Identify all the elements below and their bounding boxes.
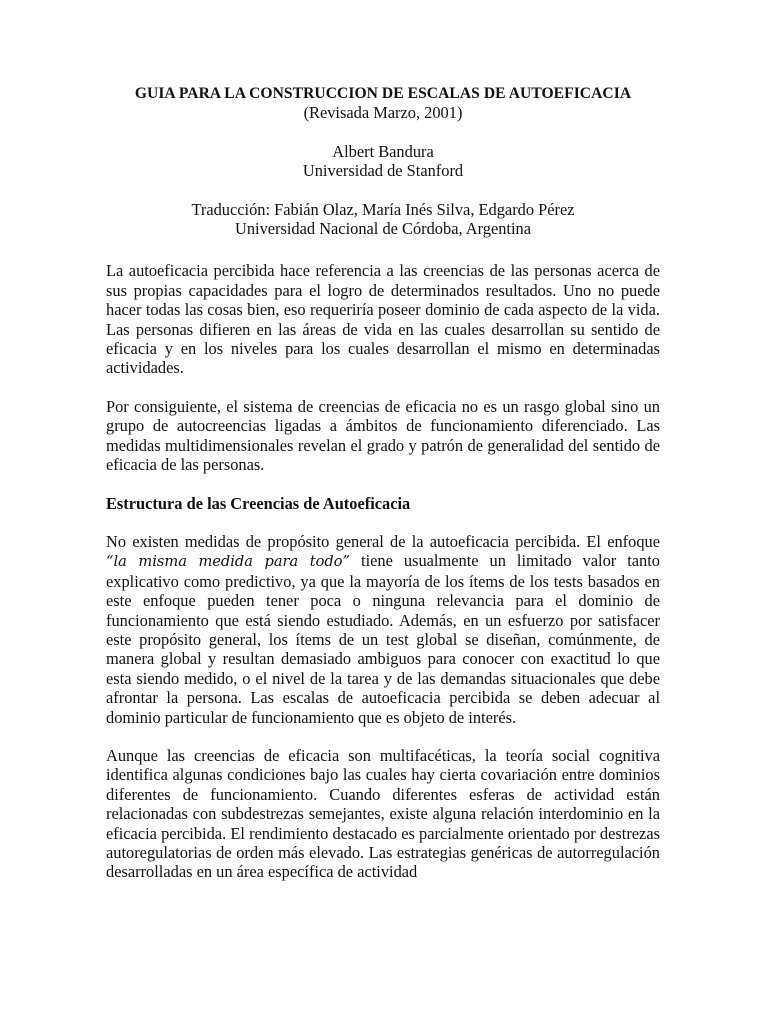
translation-affiliation: Universidad Nacional de Córdoba, Argentina xyxy=(234,219,531,239)
paragraph-3 xyxy=(106,532,660,727)
page-content xyxy=(106,84,660,882)
title-block xyxy=(106,84,660,123)
translators: Traducción: Fabián Olaz, María Inés Silva, Edgardo Pérez xyxy=(191,199,575,219)
paragraph-2: Por consiguiente, el sistema de creencias de eficacia no es un rasgo global sino un grupo de autocreencias ligadas a ámbitos de funcionamiento diferenciado. Las medidas multidimensionales revelan el grado y patrón de generalidad del sentido de eficacia de las personas. xyxy=(106,396,660,475)
translation-block xyxy=(106,200,660,239)
paragraph-3-quote: “la misma medida para todo” xyxy=(106,553,351,571)
paragraph-3-end: tiene usualmente un limitado valor tanto explicativo como predictivo, ya que la mayoría de los ítems de los tests basados en este enfoque pueden tener poca o ninguna relevancia para el dominio de funcionamiento que está siendo estudiado. Además, en un esfuerzo por satisfacer este propósito general, los ítems de un test global se diseñan, comúnmente, de manera global y resultan demasiado ambiguos para conocer con exactitud lo que esta siendo medido, o el nivel de la tarea y de las demandas situacionales que debe afrontar la persona. Las escalas de autoeficacia percibida se deben adecuar al dominio particular de funcionamiento que es objeto de interés. xyxy=(106,551,661,727)
paragraph-1: La autoeficacia percibida hace referencia a las creencias de las personas acerca de sus propias capacidades para el logro de determinados resultados. Uno no puede hacer todas las cosas bien, eso requeriría poseer dominio de cada aspecto de la vida. Las personas difieren en las áreas de vida en las cuales desarrollan su sentido de eficacia y en los niveles para los cuales desarrollan el mismo en determinadas actividades. xyxy=(106,261,660,378)
author-block xyxy=(106,142,660,181)
author-affiliation: Universidad de Stanford xyxy=(302,161,464,181)
paragraph-4: Aunque las creencias de eficacia son multifacéticas, la teoría social cognitiva identifica algunas condiciones bajo las cuales hay cierta covariación entre dominios diferentes de funcionamiento. Cuando diferentes esferas de actividad están relacionadas con subdestrezas semejantes, existe alguna relación interdominio en la eficacia percibida. El rendimiento destacado es parcialmente orientado por destrezas autoregulatorias de orden más elevado. Las estrategias genéricas de autorregulación desarrolladas en un área específica de actividad xyxy=(106,745,660,882)
author-name: Albert Bandura xyxy=(332,141,434,161)
section-heading: Estructura de las Creencias de Autoeficacia xyxy=(106,493,411,513)
document-title: GUIA PARA LA CONSTRUCCION DE ESCALAS DE AUTOEFICACIA xyxy=(134,85,632,102)
revision-note: (Revisada Marzo, 2001) xyxy=(303,103,463,123)
paragraph-3-start: No existen medidas de propósito general de la autoeficacia percibida. El enfoque xyxy=(106,531,660,551)
